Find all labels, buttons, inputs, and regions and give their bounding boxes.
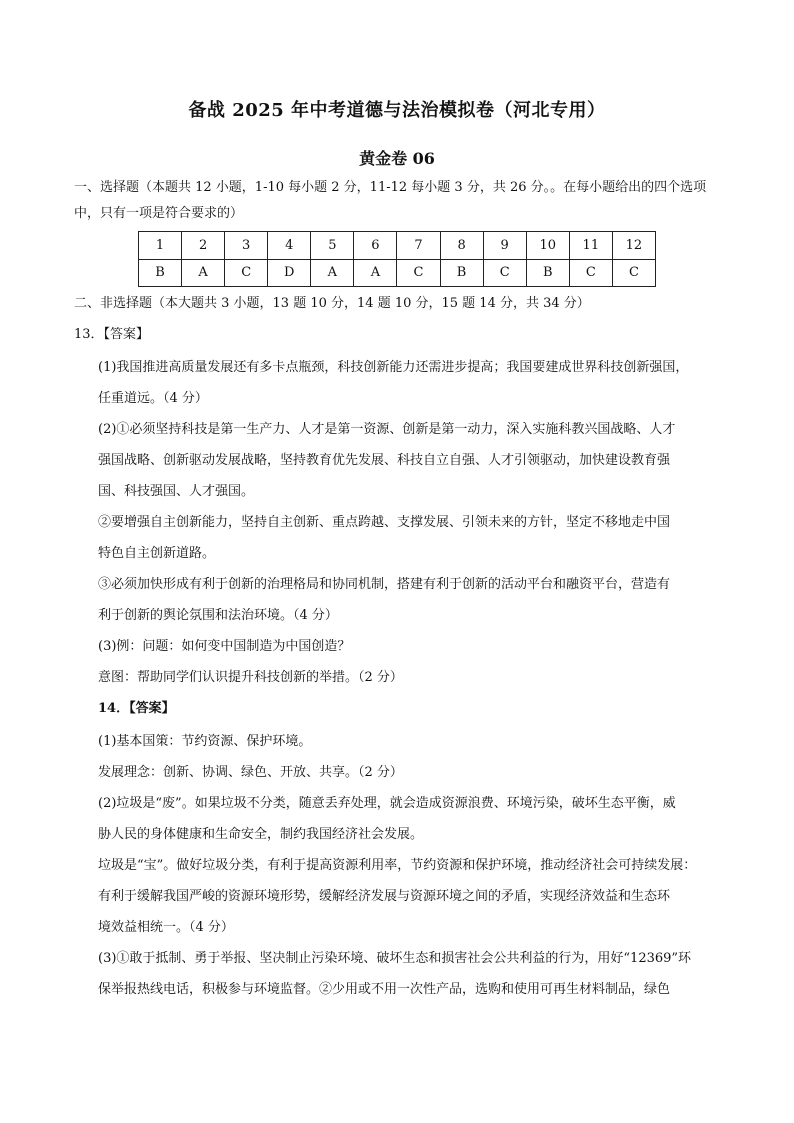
q14-p5a: (3)①敢于抵制、勇于举报、坚决制止污染环境、破坏生态和损害社会公共利益的行为，用好“12369”环 — [98, 951, 692, 966]
q13-p4b: 利于创新的舆论氛围和法治环境。（4 分） — [98, 608, 338, 623]
q14-p5b: 保举报热线电话，积极参与环境监督。②少用或不用一次性产品，选购和使用可再生材料制品，绿色 — [98, 982, 671, 997]
question-number-cell: 1 — [139, 232, 182, 260]
q13-p3b: 特色自主创新道路。 — [98, 546, 216, 561]
q14-answer-block — [98, 726, 726, 1005]
answer-table-answer-row — [139, 259, 656, 287]
q13-answer-block — [98, 352, 726, 693]
answer-cell: A — [311, 259, 354, 287]
answer-table — [138, 231, 656, 287]
question-number-cell: 9 — [483, 232, 526, 260]
q13-p5: (3)例：问题：如何变中国制造为中国创造？ — [98, 639, 351, 654]
question-number-cell: 6 — [354, 232, 397, 260]
q14-p2: 发展理念：创新、协调、绿色、开放、共享。（2 分） — [98, 765, 403, 780]
q13-heading: 13．【答案】 — [74, 327, 150, 342]
question-number-cell: 12 — [612, 232, 655, 260]
q13-p2a: (2)①必须坚持科技是第一生产力、人才是第一资源、创新是第一动力，深入实施科教兴国战略、人才 — [98, 422, 676, 437]
q13-p2c: 国、科技强国、人才强国。 — [98, 484, 255, 499]
q13-p1b: 任重道远。（4 分） — [98, 391, 208, 406]
q13-p6: 意图：帮助同学们认识提升科技创新的举措。（2 分） — [98, 670, 403, 685]
answer-cell: B — [526, 259, 569, 287]
answer-cell: C — [225, 259, 268, 287]
answer-cell: A — [354, 259, 397, 287]
q14-p3a: (2)垃圾是“废”。如果垃圾不分类，随意丢弃处理，就会造成资源浪费、环境污染，破坏生态平衡，威 — [98, 796, 676, 811]
section2-instructions: 二、非选择题（本大题共 3 小题，13 题 10 分，14 题 10 分，15 题 14 分，共 34 分） — [74, 296, 590, 311]
answer-cell: C — [569, 259, 612, 287]
section1-instructions-line1: 一、选择题（本题共 12 小题，1-10 每小题 2 分，11-12 每小题 3 分，共 26 分。。在每小题给出的四个选项 — [74, 180, 707, 195]
q14-p4b: 有利于缓解我国严峻的资源环境形势，缓解经济发展与资源环境之间的矛盾，实现经济效益和生态环 — [98, 889, 671, 904]
answer-cell: C — [612, 259, 655, 287]
answer-cell: A — [182, 259, 225, 287]
answer-cell: B — [440, 259, 483, 287]
question-number-cell: 11 — [569, 232, 612, 260]
page-title: 备战 2025 年中考道德与法治模拟卷（河北专用） — [188, 100, 606, 121]
q14-heading: 14．【答案】 — [98, 701, 175, 716]
q13-p2b: 强国战略、创新驱动发展战略，坚持教育优先发展、科技自立自强、人才引领驱动，加快建设教育强 — [98, 453, 671, 468]
q13-p3a: ②要增强自主创新能力，坚持自主创新、重点跨越、支撑发展、引领未来的方针，坚定不移地走中国 — [98, 515, 671, 530]
answer-cell: B — [139, 259, 182, 287]
answer-cell: C — [397, 259, 440, 287]
question-number-cell: 8 — [440, 232, 483, 260]
question-number-cell: 2 — [182, 232, 225, 260]
question-number-cell: 4 — [268, 232, 311, 260]
q14-p4c: 境效益相统一。（4 分） — [98, 920, 234, 935]
question-number-cell: 3 — [225, 232, 268, 260]
section1-instructions-line2: 中，只有一项是符合要求的） — [74, 206, 244, 221]
answer-cell: D — [268, 259, 311, 287]
page-subtitle: 黄金卷 06 — [359, 149, 435, 168]
q13-p4a: ③必须加快形成有利于创新的治理格局和协同机制，搭建有利于创新的活动平台和融资平台，营造有 — [98, 577, 671, 592]
question-number-cell: 10 — [526, 232, 569, 260]
q14-p3b: 胁人民的身体健康和生命安全，制约我国经济社会发展。 — [98, 827, 424, 842]
answer-table-number-row — [139, 232, 656, 260]
question-number-cell: 5 — [311, 232, 354, 260]
q14-p1: (1)基本国策：节约资源、保护环境。 — [98, 734, 312, 749]
answer-cell: C — [483, 259, 526, 287]
q14-p4a: 垃圾是“宝”。做好垃圾分类，有利于提高资源利用率，节约资源和保护环境，推动经济社会可持续发展： — [98, 858, 697, 873]
question-number-cell: 7 — [397, 232, 440, 260]
q13-p1: (1)我国推进高质量发展还有多卡点瓶颈，科技创新能力还需进步提高；我国要建成世界科技创新强国， — [98, 360, 689, 375]
